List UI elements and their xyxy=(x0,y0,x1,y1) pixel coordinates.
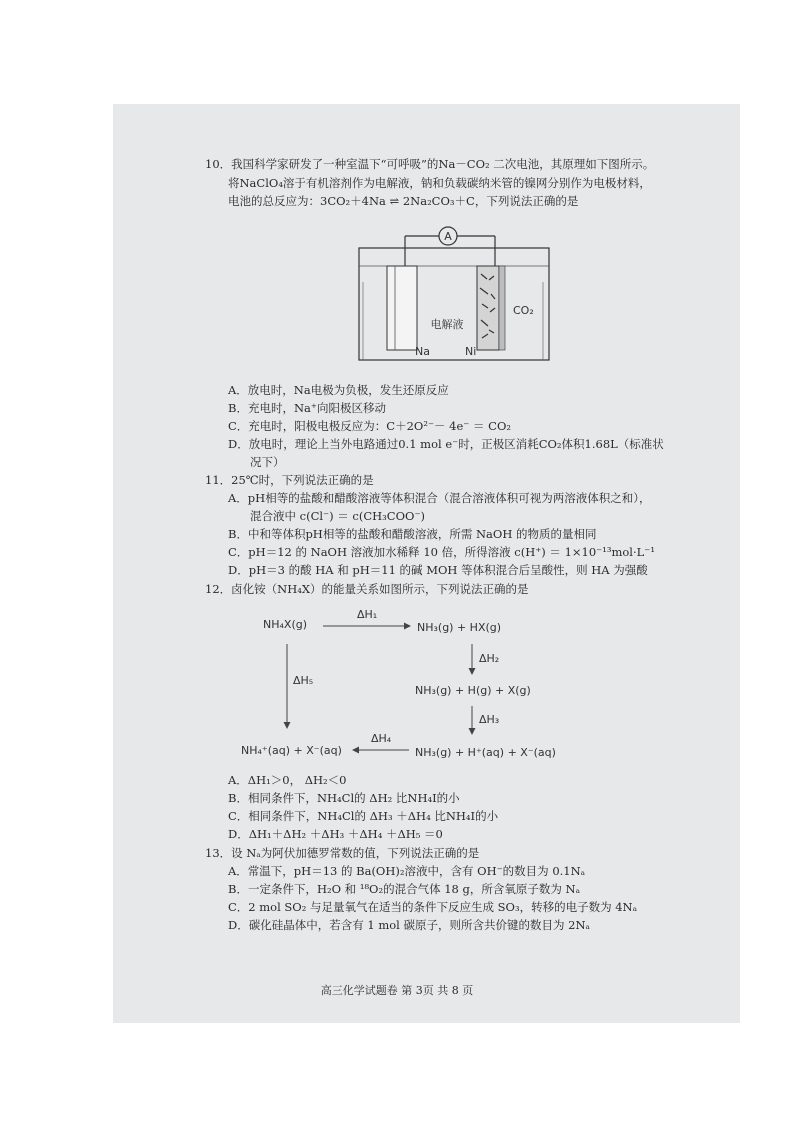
ni-mesh-backing xyxy=(499,266,505,350)
q12-option-c: C．相同条件下，NH₄Cl的 ΔH₃ ＋ΔH₄ 比NH₄I的小 xyxy=(228,809,499,823)
ions-left: NH₄⁺(aq) + X⁻(aq) xyxy=(241,744,342,757)
q11-option-a: A．pH相等的盐酸和醋酸溶液等体积混合（混合溶液体积可视为两溶液体积之和）， xyxy=(228,491,651,505)
q10-line2: 将NaClO₄溶于有机溶剂作为电解液，钠和负载碳纳米管的镍网分别作为电极材料， xyxy=(228,176,651,190)
q10-line3: 电池的总反应为：3CO₂＋4Na ⇌ 2Na₂CO₃＋C，下列说法正确的是 xyxy=(228,194,579,208)
ammeter-label: A xyxy=(444,230,452,243)
q13-option-c: C．2 mol SO₂ 与足量氧气在适当的条件下反应生成 SO₃，转移的电子数为 4Nₐ xyxy=(228,900,638,914)
nh4x-gas: NH₄X(g) xyxy=(263,618,308,631)
q13-stem: 13．设 Nₐ为阿伏加德罗常数的值，下列说法正确的是 xyxy=(205,846,480,860)
q10-option-b: B．充电时，Na⁺向阳极区移动 xyxy=(228,401,386,415)
q11-option-a-cont: 混合液中 c(Cl⁻) ＝ c(CH₃COO⁻) xyxy=(250,509,426,523)
co2-label: CO₂ xyxy=(513,304,534,317)
page-footer: 高三化学试题卷 第 3页 共 8 页 xyxy=(320,984,474,997)
q11-option-b: B．中和等体积pH相等的盐酸和醋酸溶液，所需 NaOH 的物质的量相同 xyxy=(228,527,597,541)
ni-label: Ni xyxy=(465,345,477,358)
q11-option-d: D．pH＝3 的酸 HA 和 pH＝11 的碱 MOH 等体积混合后呈酸性，则 HA 为强酸 xyxy=(228,563,648,577)
dh2-label: ΔH₂ xyxy=(479,652,500,665)
na-electrode xyxy=(387,266,417,350)
q11-option-c: C．pH＝12 的 NaOH 溶液加水稀释 10 倍，所得溶液 c(H⁺) ＝ 1×10⁻¹³mol·L⁻¹ xyxy=(228,545,655,559)
electrolyte-label: 电解液 xyxy=(430,318,464,331)
energy-diagram xyxy=(235,606,595,770)
dh5-label: ΔH₅ xyxy=(293,674,314,687)
q10-option-a: A．放电时，Na电极为负极，发生还原反应 xyxy=(228,383,449,397)
dh4-label: ΔH₄ xyxy=(371,732,392,745)
dh3-label: ΔH₃ xyxy=(479,713,500,726)
q12-option-d: D．ΔH₁＋ΔH₂ ＋ΔH₃ ＋ΔH₄ ＋ΔH₅ ＝0 xyxy=(228,827,443,841)
nh3-hx: NH₃(g) + HX(g) xyxy=(417,621,502,634)
ions-right: NH₃(g) + H⁺(aq) + X⁻(aq) xyxy=(415,746,556,759)
q10-line1: 10．我国科学家研发了一种室温下“可呼吸”的Na－CO₂ 二次电池，其原理如下图所示。 xyxy=(205,157,655,171)
q13-option-b: B．一定条件下，H₂O 和 ¹⁸O₂的混合气体 18 g，所含氧原子数为 Nₐ xyxy=(228,882,581,896)
nh3-h-x: NH₃(g) + H(g) + X(g) xyxy=(415,684,531,697)
q12-option-b: B．相同条件下，NH₄Cl的 ΔH₂ 比NH₄I的小 xyxy=(228,791,460,805)
dh1-label: ΔH₁ xyxy=(357,608,378,621)
q11-stem: 11．25℃时，下列说法正确的是 xyxy=(205,473,374,487)
battery-diagram xyxy=(355,222,555,368)
q12-stem: 12．卤化铵（NH₄X）的能量关系如图所示，下列说法正确的是 xyxy=(205,582,529,596)
q10-option-d: D．放电时，理论上当外电路通过0.1 mol e⁻时，正极区消耗CO₂体积1.68L（标准状 xyxy=(228,437,664,451)
q13-option-d: D．碳化硅晶体中，若含有 1 mol 碳原子，则所含共价键的数目为 2Nₐ xyxy=(228,918,590,932)
q12-option-a: A．ΔH₁＞0， ΔH₂＜0 xyxy=(228,773,347,787)
q10-option-d-cont: 况下） xyxy=(250,455,285,469)
q13-option-a: A．常温下，pH＝13 的 Ba(OH)₂溶液中，含有 OH⁻的数目为 0.1Nₐ xyxy=(228,864,586,878)
q10-option-c: C．充电时，阳极电极反应为：C＋2O²⁻－ 4e⁻ ＝ CO₂ xyxy=(228,419,512,433)
na-label: Na xyxy=(415,345,430,358)
